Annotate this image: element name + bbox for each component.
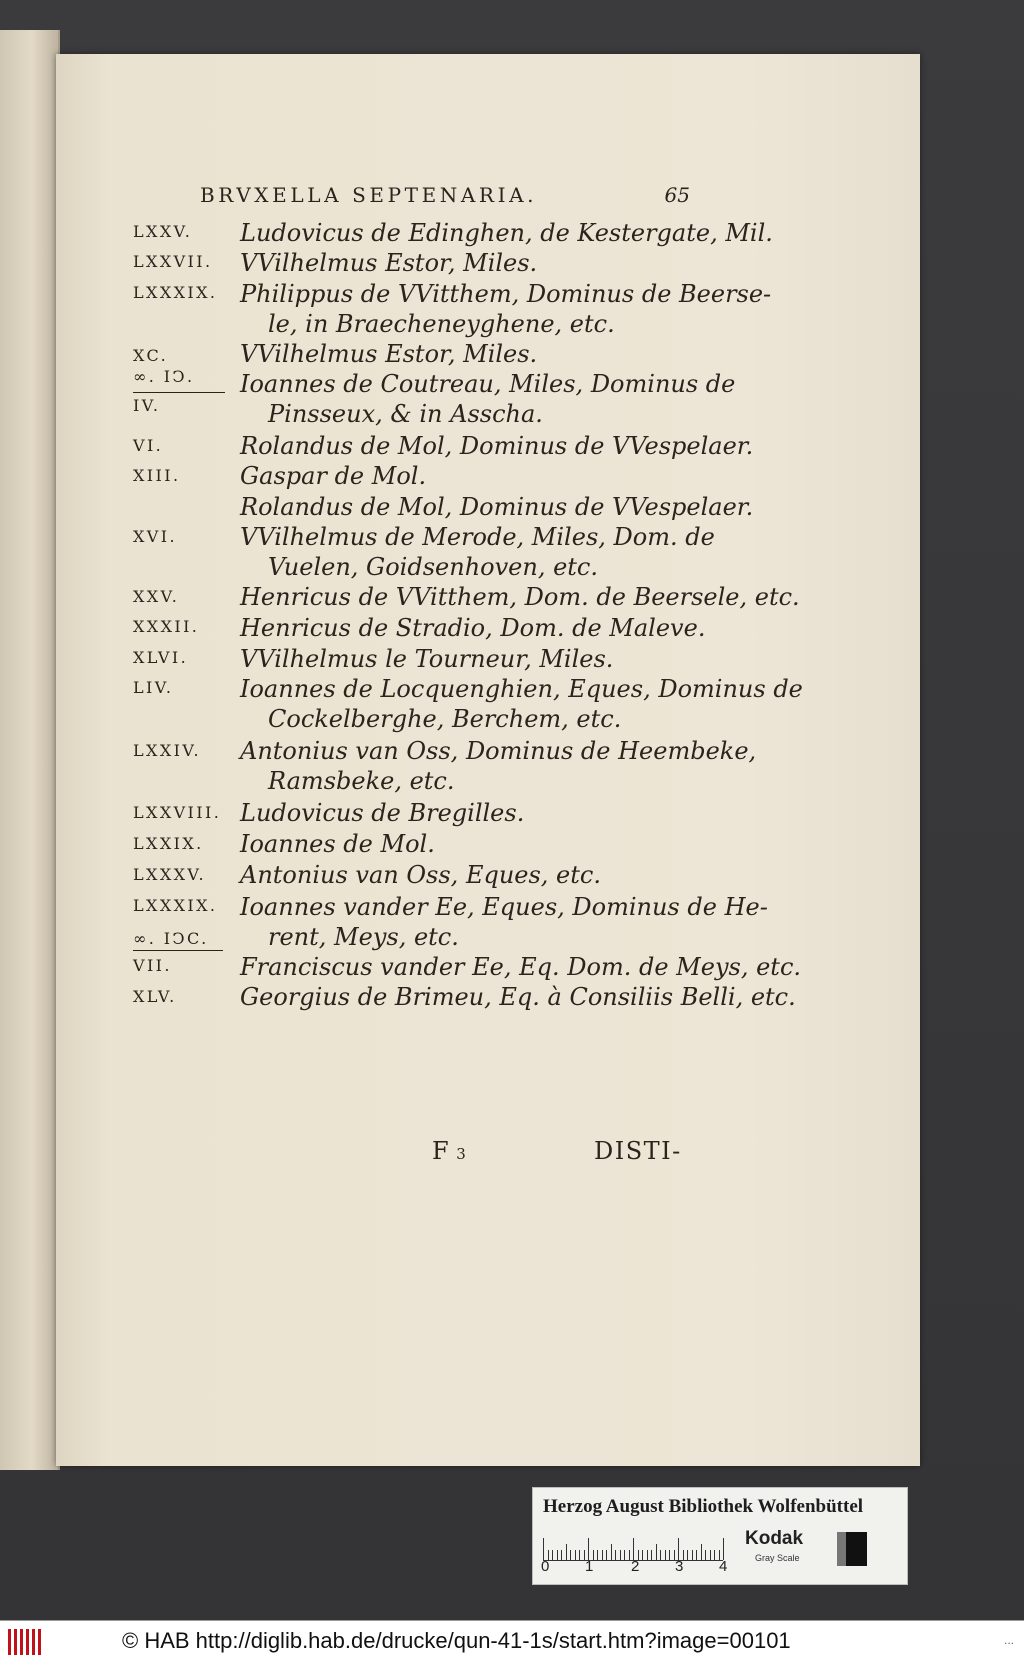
entry-number: LXXV.: [133, 222, 193, 241]
catchword: DISTI-: [594, 1137, 682, 1165]
entry-text: Franciscus vander Ee, Eq. Dom. de Meys, etc.: [240, 953, 802, 981]
entry-text: Georgius de Brimeu, Eq. à Consiliis Belli, etc.: [240, 983, 796, 1011]
entry-text-continued: Pinsseux, & in Asscha.: [268, 400, 543, 428]
scale-tick: [723, 1538, 724, 1560]
page-number: 65: [664, 183, 690, 207]
entry-text: Antonius van Oss, Dominus de Heembeke,: [240, 737, 757, 765]
entry-text: Henricus de Stradio, Dom. de Maleve.: [240, 614, 706, 642]
date-rule: [133, 950, 223, 951]
gray-swatch: [837, 1532, 867, 1566]
entry-text-continued: Ramsbeke, etc.: [268, 767, 455, 795]
scale-label: 0: [541, 1558, 550, 1575]
scale-tick: [588, 1538, 589, 1560]
more-options-icon[interactable]: ...: [1003, 1633, 1014, 1647]
scale-labels: [541, 1558, 731, 1578]
running-title: BRVXELLA SEPTENARIA.: [200, 183, 538, 207]
entry-number: LXXVIII.: [133, 803, 222, 822]
entry-text: Ioannes vander Ee, Eques, Dominus de He-: [240, 893, 768, 921]
date-rule: [133, 392, 225, 393]
entry-text: VVilhelmus Estor, Miles.: [240, 249, 538, 277]
signature-mark: [432, 1137, 466, 1165]
scale-tick: [678, 1538, 679, 1560]
scale-tick: [543, 1538, 544, 1560]
entry-number: XXXII.: [133, 617, 200, 636]
scale-label: 1: [585, 1558, 594, 1575]
entry-text: Rolandus de Mol, Dominus de VVespelaer.: [240, 432, 754, 460]
color-calibration-card: [532, 1487, 908, 1585]
entry-number: LIV.: [133, 678, 174, 697]
entry-text: Gaspar de Mol.: [240, 462, 427, 490]
entry-number: VI.: [133, 436, 164, 455]
entry-text: Ioannes de Mol.: [240, 830, 435, 858]
entry-text: Ioannes de Locquenghien, Eques, Dominus de: [240, 675, 803, 703]
entry-text: Antonius van Oss, Eques, etc.: [240, 861, 601, 889]
entry-number: XC.: [133, 346, 169, 365]
entry-number: LXXXV.: [133, 865, 207, 884]
entry-text-continued: rent, Meys, etc.: [268, 923, 459, 951]
kodak-logo: Kodak: [745, 1528, 804, 1549]
entry-text-continued: le, in Braecheneyghene, etc.: [268, 310, 615, 338]
entry-number: LXXXIX.: [133, 283, 218, 302]
entry-text: Ioannes de Coutreau, Miles, Dominus de: [240, 370, 736, 398]
entry-text: Ludovicus de Edinghen, de Kestergate, Mil.: [240, 219, 773, 247]
entry-number: ∞. IↃC.: [133, 929, 209, 948]
entry-text-continued: Vuelen, Goidsenhoven, etc.: [268, 553, 598, 581]
scale-ruler: [543, 1528, 723, 1561]
entry-text: Philippus de VVitthem, Dominus de Beerse-: [240, 280, 772, 308]
entry-text: Rolandus de Mol, Dominus de VVespelaer.: [240, 493, 754, 521]
entry-number: XXV.: [133, 587, 180, 606]
permalink-url[interactable]: © HAB http://diglib.hab.de/drucke/qun-41-1s/start.htm?image=00101: [122, 1628, 791, 1653]
entry-number: XLV.: [133, 987, 177, 1006]
entry-text: VVilhelmus le Tourneur, Miles.: [240, 645, 614, 673]
entry-number: VII.: [133, 956, 172, 975]
entry-number: IV.: [133, 396, 161, 415]
entry-text: Henricus de VVitthem, Dom. de Beersele, etc.: [240, 583, 800, 611]
library-name: Herzog August Bibliothek Wolfenbüttel: [543, 1496, 864, 1517]
entry-number: XVI.: [133, 527, 177, 546]
scale-label: 2: [631, 1558, 640, 1575]
viewer-footer: [0, 1620, 1024, 1662]
entry-number: XLVI.: [133, 648, 189, 667]
entry-text: VVilhelmus Estor, Miles.: [240, 340, 538, 368]
signature-letter: F: [432, 1137, 449, 1165]
scale-tick: [633, 1538, 634, 1560]
gray-scale-label: Gray Scale: [755, 1553, 800, 1563]
hab-logo-icon: [6, 1627, 46, 1657]
signature-number: 3: [456, 1145, 466, 1163]
entry-text: Ludovicus de Bregilles.: [240, 799, 525, 827]
entry-number: LXXVII.: [133, 252, 213, 271]
entry-number: LXXXIX.: [133, 896, 218, 915]
entry-number: ∞. IↃ.: [133, 367, 195, 386]
entry-number: LXXIV.: [133, 741, 201, 760]
entry-number: XIII.: [133, 466, 181, 485]
scale-label: 3: [675, 1558, 684, 1575]
entry-number: LXXIX.: [133, 834, 204, 853]
entry-text-continued: Cockelberghe, Berchem, etc.: [268, 705, 622, 733]
scale-label: 4: [719, 1558, 728, 1575]
entry-text: VVilhelmus de Merode, Miles, Dom. de: [240, 523, 715, 551]
